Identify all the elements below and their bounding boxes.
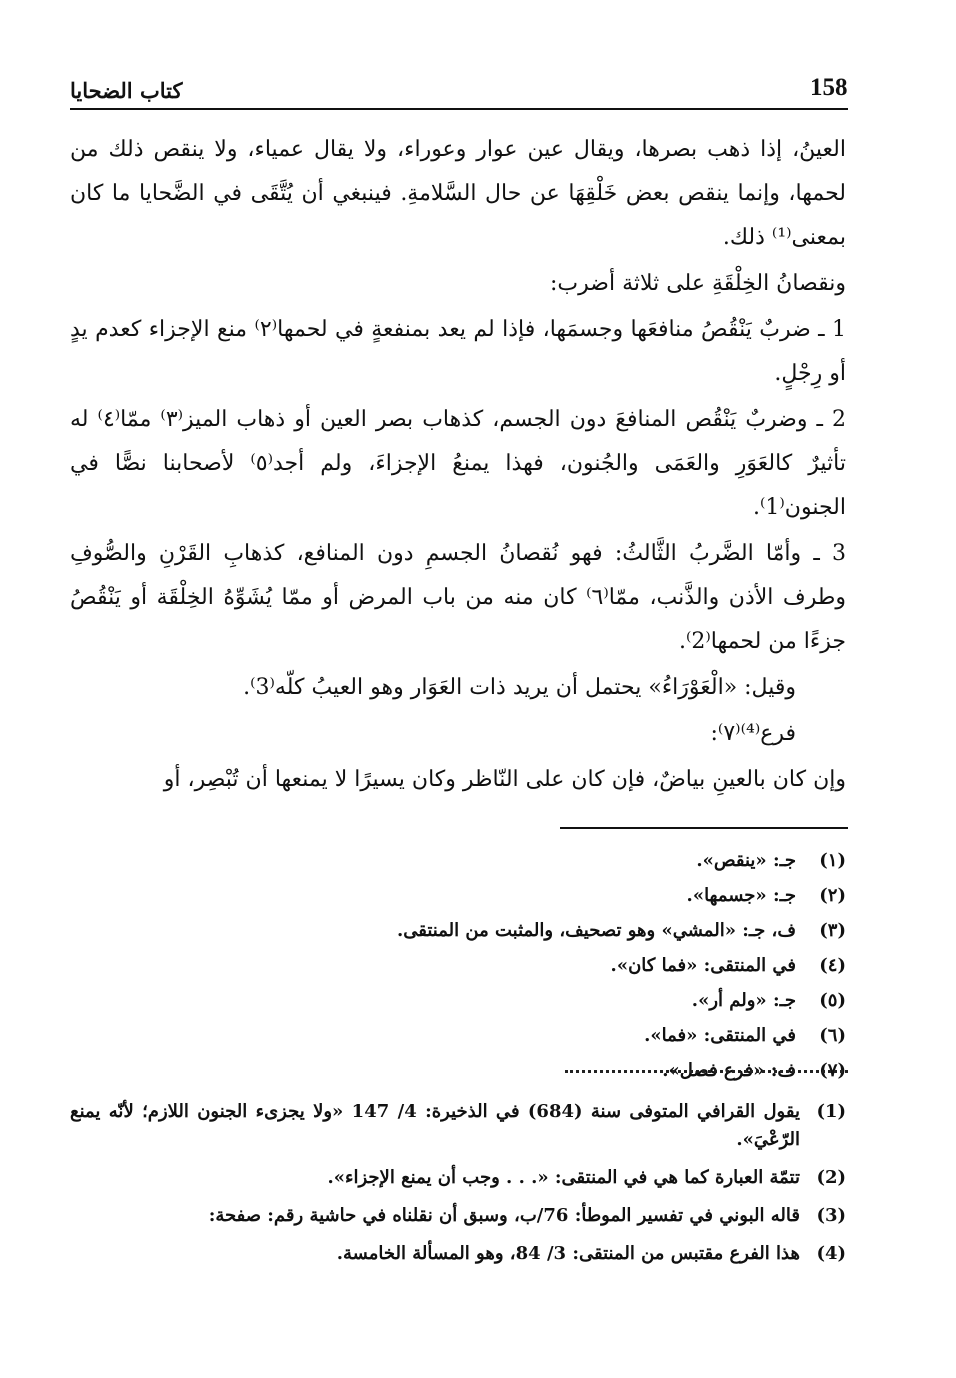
footnote-number: (1) (816, 1101, 846, 1122)
book-title: كتاب الضحايا (70, 78, 183, 103)
footnote-number: (٦) (819, 1025, 846, 1046)
section-heading-far: فرع⁽⁴⁾⁽٧⁾: (710, 721, 796, 746)
footnote-number: (4) (816, 1243, 846, 1264)
editor-footnote-item (70, 1240, 846, 1268)
footnote-text: ف، جـ: «المشي» وهو تصحيف، والمثبت من المنتقى. (396, 920, 796, 941)
paragraph-3: 1 ـ ضربٌ يَنْقُصُ منافعَها وجسمَها، فإذا لم يعد بمنفعةٍ في لحمها⁽٢⁾ منع الإجزاء كعدم يدٍ أو رِجْلٍ. (70, 317, 847, 386)
footnote-rule (560, 827, 848, 829)
editor-footnote-item (70, 1202, 846, 1230)
paragraph-4: 2 ـ وضربٌ يَنْقُص المنافعَ دون الجسم، كذهاب بصر العين أو ذهاب الميز⁽٣⁾ ممّا⁽٤⁾ له تأثيرٌ كالعَوَرِ والعَمَى والجُنون، فهذا يمنعُ الإجزاءَ، ولم أجد⁽٥⁾ لأصحابنا نصًّا في الجنون⁽1⁾. (70, 407, 846, 520)
running-header (70, 72, 846, 108)
editor-footnote-item (70, 1098, 846, 1154)
paragraph-8: وإن كان بالعينِ بياضٌ، فإن كان على النّاظر وكان يسيرًا لا يمنعها أن تُبْصِر، أو (163, 767, 846, 792)
paragraph-2: ونقصانُ الخِلْقَةِ على ثلاثة أضرب: (550, 271, 846, 296)
paragraph-5: 3 ـ وأمّا الضَّربُ الثَّالثُ: فهو نُقصانُ الجسمِ دون المنافع، كذهابِ القَرْنِ والصُّوفِ وطرف الأذن والذَّنب، ممّا⁽٦⁾ كان منه من باب المرض أو ممّا يُشَوِّهُ الخِلْقَة أو يَنْقُصُ جزءًا من لحمها⁽2⁾. (70, 541, 847, 654)
footnote-text: يقول القرافي المتوفى سنة (684) في الذخيرة: 4/ 147 «ولا يجزىء الجنون اللازم؛ لأنّه يمنع الرّعْيَ». (70, 1101, 800, 1150)
footnote-text: جـ: «ولم أر». (691, 990, 796, 1011)
footnote-number: (٥) (819, 990, 846, 1011)
editor-footnotes (70, 1098, 846, 1278)
footnote-number: (٧) (819, 1060, 846, 1081)
footnote-number: (2) (816, 1167, 846, 1188)
manuscript-footnotes (70, 843, 846, 1088)
editor-footnote-item (70, 1164, 846, 1192)
footnote-text: جـ: «جسمها». (686, 885, 796, 906)
footnote-text: جـ: «ينقص». (696, 850, 796, 871)
footnote-item (70, 878, 846, 913)
footnote-item (70, 843, 846, 878)
footnote-item (70, 948, 846, 983)
footnote-item (70, 983, 846, 1018)
page-number: 158 (810, 74, 848, 101)
footnote-number: (3) (816, 1205, 846, 1226)
dotted-separator (565, 1070, 848, 1073)
footnote-number: (٤) (819, 955, 846, 976)
header-rule (70, 108, 848, 110)
footnote-text: في المنتقى: «فما». (644, 1025, 796, 1046)
footnote-number: (١) (819, 850, 846, 871)
footnote-number: (٣) (819, 920, 846, 941)
footnote-text: تتمّة العبارة كما هي في المنتقى: «. . . وجب أن يمنع الإجزاء». (327, 1167, 800, 1188)
footnote-text: قاله البوني في تفسير الموطأ: 76/ب، وسبق أن نقلناه في حاشية رقم: صفحة: (208, 1205, 800, 1226)
paragraph-1: العينُ، إذا ذهب بصرها، ويقال عين عوار وعوراء، ولا يقال عمياء، ولا ينقص ذلك من لحمها، وإنما ينقص بعض خَلْقِهَا عن حال السَّلامةِ. فينبغي أن يُتَّقَى في الضَّحايا ما كان بمعنى⁽¹⁾ ذلك. (70, 137, 846, 250)
main-text (70, 128, 846, 804)
footnote-item (70, 913, 846, 948)
footnote-text: في المنتقى: «فما كان». (610, 955, 796, 976)
footnote-text: ف: «فرع فصل». (662, 1060, 796, 1081)
footnote-item (70, 1018, 846, 1053)
footnote-text: هذا الفرع مقتبس من المنتقى: 3/ 84، وهو المسألة الخامسة. (336, 1243, 800, 1264)
footnote-number: (٢) (819, 885, 846, 906)
paragraph-6: وقيل: «الْعَوْرَاءُ» يحتمل أن يريد ذات العَوَار وهو العيبُ كلّه⁽3⁾. (243, 675, 796, 700)
